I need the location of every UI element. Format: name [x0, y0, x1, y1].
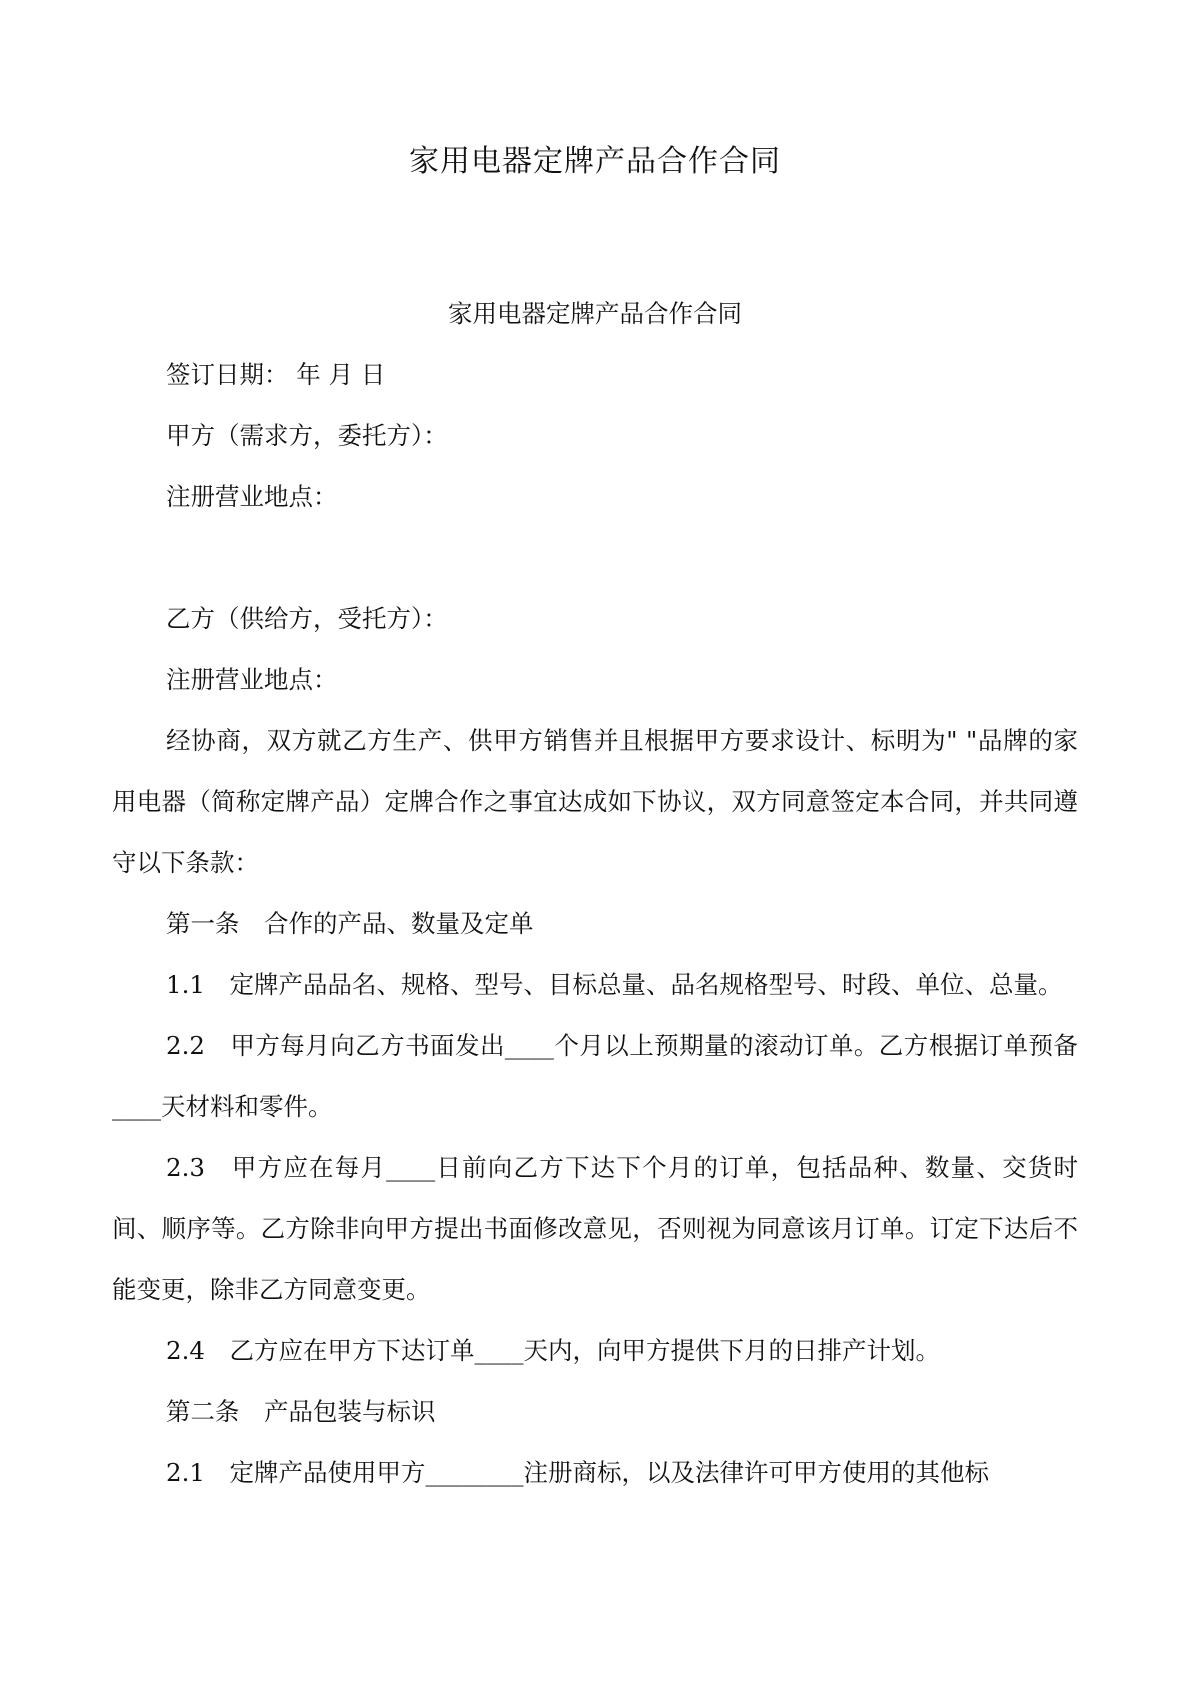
clause-2-2: 2.2 甲方每月向乙方书面发出____个月以上预期量的滚动订单。乙方根据订单预备____天材料和零件。 [112, 1031, 1078, 1121]
document-body [112, 283, 1078, 1503]
party-b-line: 乙方（供给方，受托方）： [166, 604, 448, 633]
document-subtitle: 家用电器定牌产品合作合同 [448, 299, 742, 328]
article-2-heading: 第二条 产品包装与标识 [166, 1397, 436, 1426]
blank-space [112, 527, 1078, 588]
sign-date-line: 签订日期： 年 月 日 [166, 360, 386, 389]
clause-2-4: 2.4 乙方应在甲方下达订单____天内，向甲方提供下月的日排产计划。 [166, 1336, 940, 1365]
clause-1-1: 1.1 定牌产品品名、规格、型号、目标总量、品名规格型号、时段、单位、总量。 [166, 970, 1063, 999]
party-a-line: 甲方（需求方，委托方）： [166, 421, 448, 450]
party-b-address-line: 注册营业地点： [166, 665, 338, 694]
document-title: 家用电器定牌产品合作合同 [409, 144, 781, 179]
article-1-heading: 第一条 合作的产品、数量及定单 [166, 909, 534, 938]
clause-2-3: 2.3 甲方应在每月____日前向乙方下达下个月的订单，包括品种、数量、交货时间、顺序等。乙方除非向甲方提出书面修改意见，否则视为同意该月订单。订定下达后不能变更，除非乙方同意变更。 [112, 1153, 1078, 1304]
party-a-address-line: 注册营业地点： [166, 482, 338, 511]
preamble-paragraph: 经协商，双方就乙方生产、供甲方销售并且根据甲方要求设计、标明为" "品牌的家用电器（简称定牌产品）定牌合作之事宜达成如下协议，双方同意签定本合同，并共同遵守以下条款： [112, 726, 1078, 877]
clause-2-1: 2.1 定牌产品使用甲方________注册商标，以及法律许可甲方使用的其他标 [166, 1458, 989, 1487]
